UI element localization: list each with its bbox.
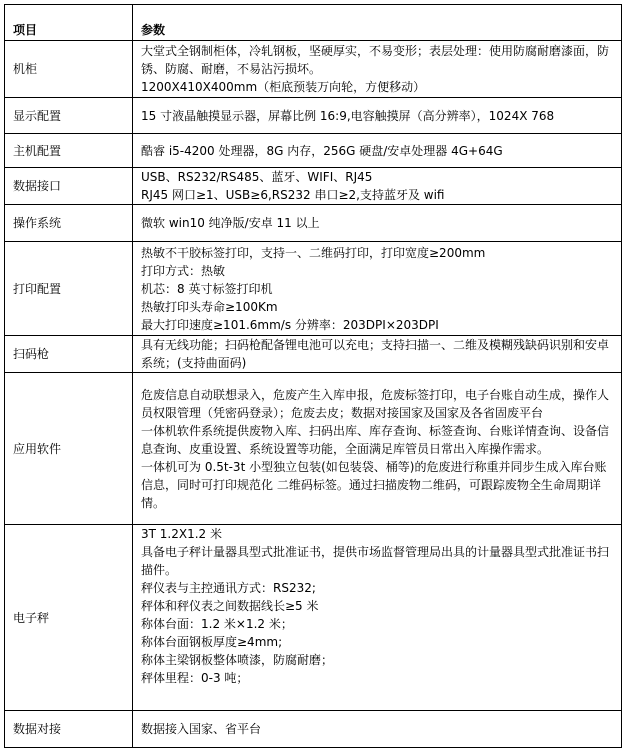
row-label: 打印配置 xyxy=(5,242,133,336)
table-row xyxy=(5,134,622,168)
value-line: 秤体和秤仪表之间数据线长≥5 米 xyxy=(141,599,319,613)
value-line: 打印方式：热敏 xyxy=(141,263,226,278)
value-line: 一体机软件系统提供废物入库、扫码出库、库存查询、标签查询、台账详情查询、设备信息查询、皮重设置、系统设置等功能，全面满足库管员日常出入库操作需求。 xyxy=(141,423,610,456)
row-value xyxy=(133,205,622,242)
value-line: 热敏不干胶标签打印，支持一、二维码打印，打印宽度≥200mm xyxy=(141,245,486,260)
value-line: USB、RS232/RS485、蓝牙、WIFI、RJ45 xyxy=(141,170,373,184)
table-row xyxy=(5,525,622,711)
value-line: 具有无线功能；扫码枪配备锂电池可以充电；支持扫描一、二维及模糊残缺码识别和安卓系统；(支持曲面码) xyxy=(141,338,610,370)
row-value xyxy=(133,41,622,98)
value-line: 称体台面：1.2 米×1.2 米； xyxy=(141,617,293,631)
table-row xyxy=(5,205,622,242)
value-line: 具备电子秤计量器具型式批准证书，提供市场监督管理局出具的计量器具型式批准证书扫描件。 xyxy=(141,545,610,577)
row-label: 显示配置 xyxy=(5,98,133,134)
header-param: 参数 xyxy=(133,5,622,41)
value-line: 数据接入国家、省平台 xyxy=(141,722,262,736)
row-value xyxy=(133,336,622,373)
value-line: 危废信息自动联想录入，危废产生入库申报，危废标签打印，电子台账自动生成，操作人员权限管理（凭密码登录）；危废去皮；数据对接国家及国家及各省固废平台 xyxy=(141,387,610,420)
row-label: 电子秤 xyxy=(5,525,133,711)
row-label: 扫码枪 xyxy=(5,336,133,373)
value-line: RJ45 网口≥1、USB≥6,RS232 串口≥2,支持蓝牙及 wifi xyxy=(141,188,445,202)
row-value xyxy=(133,98,622,134)
value-line: 15 寸液晶触摸显示器，屏幕比例 16:9,电容触摸屏（高分辨率），1024X 768 xyxy=(141,108,555,123)
row-label: 数据对接 xyxy=(5,711,133,748)
spec-table xyxy=(4,4,622,748)
row-label: 数据接口 xyxy=(5,168,133,205)
value-line: 酷睿 i5-4200 处理器，8G 内存，256G 硬盘/安卓处理器 4G+64G xyxy=(141,143,503,158)
table-row xyxy=(5,373,622,525)
table-header-row xyxy=(5,5,622,41)
value-line: 秤仪表与主控通讯方式：RS232; xyxy=(141,581,316,595)
row-value xyxy=(133,373,622,525)
value-line: 秤体里程：0-3 吨； xyxy=(141,671,249,685)
value-line: 1200X410X400mm（柜底预装万向轮，方便移动） xyxy=(141,80,426,94)
table-row xyxy=(5,711,622,748)
value-line: 热敏打印头寿命≥100Km xyxy=(141,299,278,314)
value-line: 机芯：8 英寸标签打印机 xyxy=(141,281,273,296)
table-row xyxy=(5,41,622,98)
row-label: 应用软件 xyxy=(5,373,133,525)
row-label: 主机配置 xyxy=(5,134,133,168)
value-line: 3T 1.2X1.2 米 xyxy=(141,527,222,541)
header-item: 项目 xyxy=(5,5,133,41)
row-label: 操作系统 xyxy=(5,205,133,242)
row-value xyxy=(133,134,622,168)
table-row xyxy=(5,242,622,336)
value-line: 称体主梁钢板整体喷漆，防腐耐磨； xyxy=(141,653,334,667)
row-value xyxy=(133,168,622,205)
row-value xyxy=(133,711,622,748)
value-line: 称体台面钢板厚度≥4mm; xyxy=(141,635,283,649)
row-label: 机柜 xyxy=(5,41,133,98)
value-line: 大堂式全钢制柜体，冷轧钢板，坚硬厚实，不易变形；表层处理：使用防腐耐磨漆面，防锈、防腐、耐磨，不易沾污损坏。 xyxy=(141,44,610,76)
row-value xyxy=(133,242,622,336)
table-row xyxy=(5,336,622,373)
row-value xyxy=(133,525,622,711)
value-line: 一体机可为 0.5t-3t 小型独立包装(如包装袋、桶等)的危废进行称重并同步生成入库台账信息，同时可打印规范化 二维码标签。通过扫描废物二维码，可跟踪废物全生命周期详情。 xyxy=(141,459,607,510)
table-row xyxy=(5,98,622,134)
value-line: 最大打印速度≥101.6mm/s 分辨率：203DPI×203DPI xyxy=(141,317,439,332)
value-line: 微软 win10 纯净版/安卓 11 以上 xyxy=(141,216,320,230)
table-row xyxy=(5,168,622,205)
